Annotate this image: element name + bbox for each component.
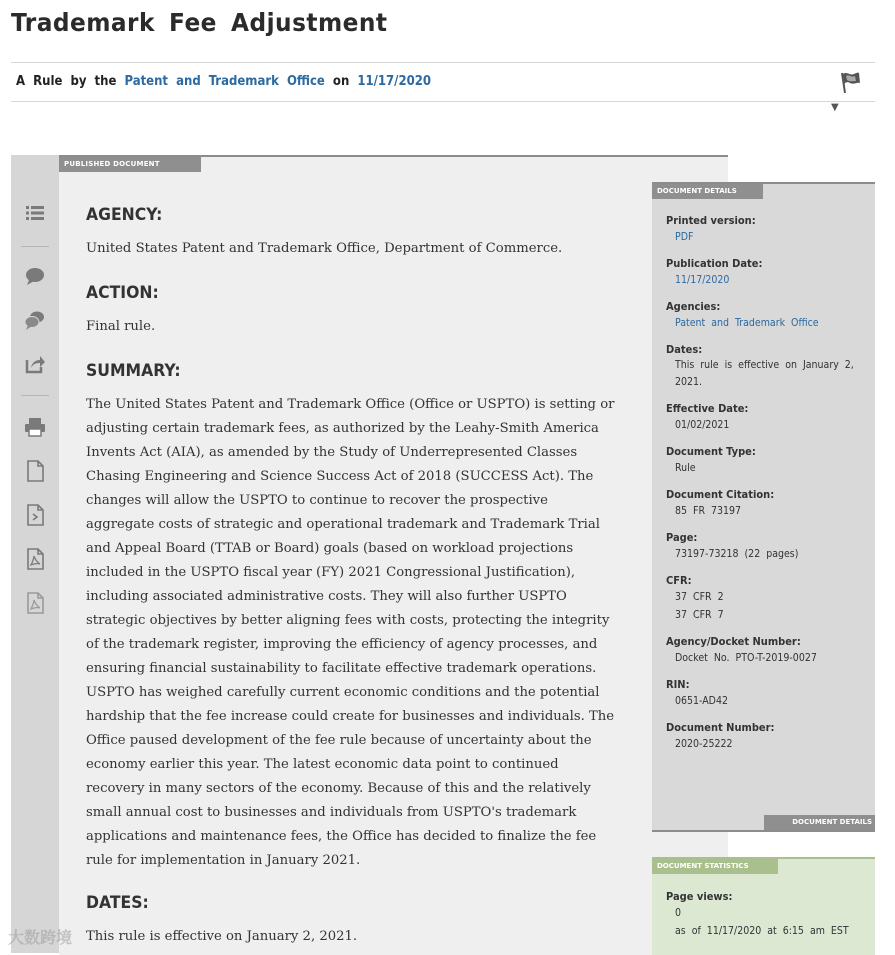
document-citation-value: 85 FR 73197 — [675, 505, 742, 517]
document-statistics-tab: DOCUMENT STATISTICS — [652, 859, 778, 874]
publication-date-link[interactable]: 11/17/2020 — [357, 74, 432, 89]
document-details-tab: DOCUMENT DETAILS — [652, 184, 763, 199]
action-heading: ACTION: — [86, 283, 159, 303]
toolbar-divider — [21, 246, 49, 247]
document-number-label: Document Number: — [666, 721, 775, 734]
document-details-list — [666, 214, 871, 753]
page-label: Page: — [666, 531, 698, 544]
dates-value: This rule is effective on January 2, 2021. — [675, 359, 854, 388]
agency-text: United States Patent and Trademark Office, Department of Commerce. — [86, 241, 563, 256]
document-content — [86, 205, 616, 949]
comments-icon[interactable] — [24, 309, 46, 331]
document-details-bottom-tab[interactable]: DOCUMENT DETAILS — [764, 815, 875, 830]
rin-value: 0651-AD42 — [675, 695, 728, 707]
comment-icon[interactable] — [24, 265, 46, 287]
pdf-link[interactable]: PDF — [675, 231, 694, 243]
dates-text: This rule is effective on January 2, 2021. — [86, 929, 358, 944]
agency-link[interactable]: Patent and Trademark Office — [124, 74, 325, 89]
pdf-alt-icon[interactable] — [24, 592, 46, 614]
agency-heading: AGENCY: — [86, 205, 163, 225]
docket-label: Agency/Docket Number: — [666, 635, 801, 648]
document-toolbar — [11, 155, 59, 953]
summary-heading: SUMMARY: — [86, 361, 181, 381]
printed-version-label: Printed version: — [666, 214, 756, 227]
cfr-label: CFR: — [666, 574, 692, 587]
dates-heading: DATES: — [86, 893, 149, 913]
agencies-label: Agencies: — [666, 300, 721, 313]
byline-bar — [11, 62, 875, 102]
document-details-panel — [652, 182, 875, 832]
share-icon[interactable] — [24, 353, 46, 375]
publication-date-value[interactable]: 11/17/2020 — [675, 274, 730, 286]
toolbar-divider — [21, 395, 49, 396]
document-code-icon[interactable] — [24, 504, 46, 526]
document-statistics-panel — [652, 857, 875, 955]
document-statistics-list — [666, 890, 871, 940]
dates-label: Dates: — [666, 343, 703, 356]
published-document — [59, 155, 728, 955]
effective-date-value: 01/02/2021 — [675, 419, 730, 431]
byline-on: on — [332, 74, 350, 89]
page-views-value: 0 — [675, 907, 682, 919]
rin-label: RIN: — [666, 678, 690, 691]
pdf-icon[interactable] — [24, 548, 46, 570]
summary-text: The United States Patent and Trademark Office (Office or USPTO) is setting or adjusting certain trademark fees, as authorized by the Leahy-Smith America Invents Act (AIA), as amended by the Study of Underrepresented Classes Chasing Engineering and Science Success Act of 2018 (SUCCESS Act). The changes will allow the USPTO to continue to recover the prospective aggregate costs of strategic and operational trademark and Trademark Trial and Appeal Board (TTAB or Board) goals (based on workload projections included in the USPTO fiscal year (FY) 2021 Congressional Justification), including associated administrative costs. They will also further USPTO strategic objectives by better aligning fees with costs, protecting the integrity of the trademark register, improving the efficiency of agency processes, and ensuring financial sustainability to facilitate effective trademark operations. USPTO has weighed carefully current economic conditions and the potential hardship that the fee increase could create for businesses and individuals. The Office paused development of the fee rule because of uncertainty about the economy earlier this year. The latest economic data point to continued recovery in many sectors of the economy. Because of this and the relatively small annual cost to businesses and individuals from USPTO's trademark applications and maintenance fees, the Office has decided to finalize the fee rule for implementation in January 2021. — [86, 397, 615, 868]
document-citation-label: Document Citation: — [666, 488, 775, 501]
chevron-down-icon[interactable]: ▼ — [831, 102, 839, 113]
docket-value: Docket No. PTO-T-2019-0027 — [675, 652, 817, 664]
print-icon[interactable] — [24, 416, 46, 438]
page-views-as-of: as of 11/17/2020 at 6:15 am EST — [675, 925, 849, 937]
document-type-label: Document Type: — [666, 445, 756, 458]
cfr-value: 37 CFR 2 — [675, 591, 724, 603]
watermark: 大数跨境 — [8, 928, 73, 947]
cfr-value: 37 CFR 7 — [675, 609, 724, 621]
byline — [16, 74, 431, 89]
page-title: Trademark Fee Adjustment — [11, 8, 388, 37]
page-value: 73197-73218 (22 pages) — [675, 548, 799, 560]
agencies-value[interactable]: Patent and Trademark Office — [675, 317, 819, 329]
published-document-tab: PUBLISHED DOCUMENT — [59, 157, 201, 172]
byline-prefix: A Rule by the — [16, 74, 117, 89]
action-text: Final rule. — [86, 319, 156, 334]
effective-date-label: Effective Date: — [666, 402, 749, 415]
page-views-label: Page views: — [666, 890, 733, 903]
document-icon[interactable] — [24, 460, 46, 482]
publication-date-label: Publication Date: — [666, 257, 763, 270]
list-icon[interactable] — [24, 202, 46, 224]
document-type-value: Rule — [675, 462, 696, 474]
document-number-value: 2020-25222 — [675, 738, 733, 750]
flag-icon[interactable] — [837, 69, 863, 95]
